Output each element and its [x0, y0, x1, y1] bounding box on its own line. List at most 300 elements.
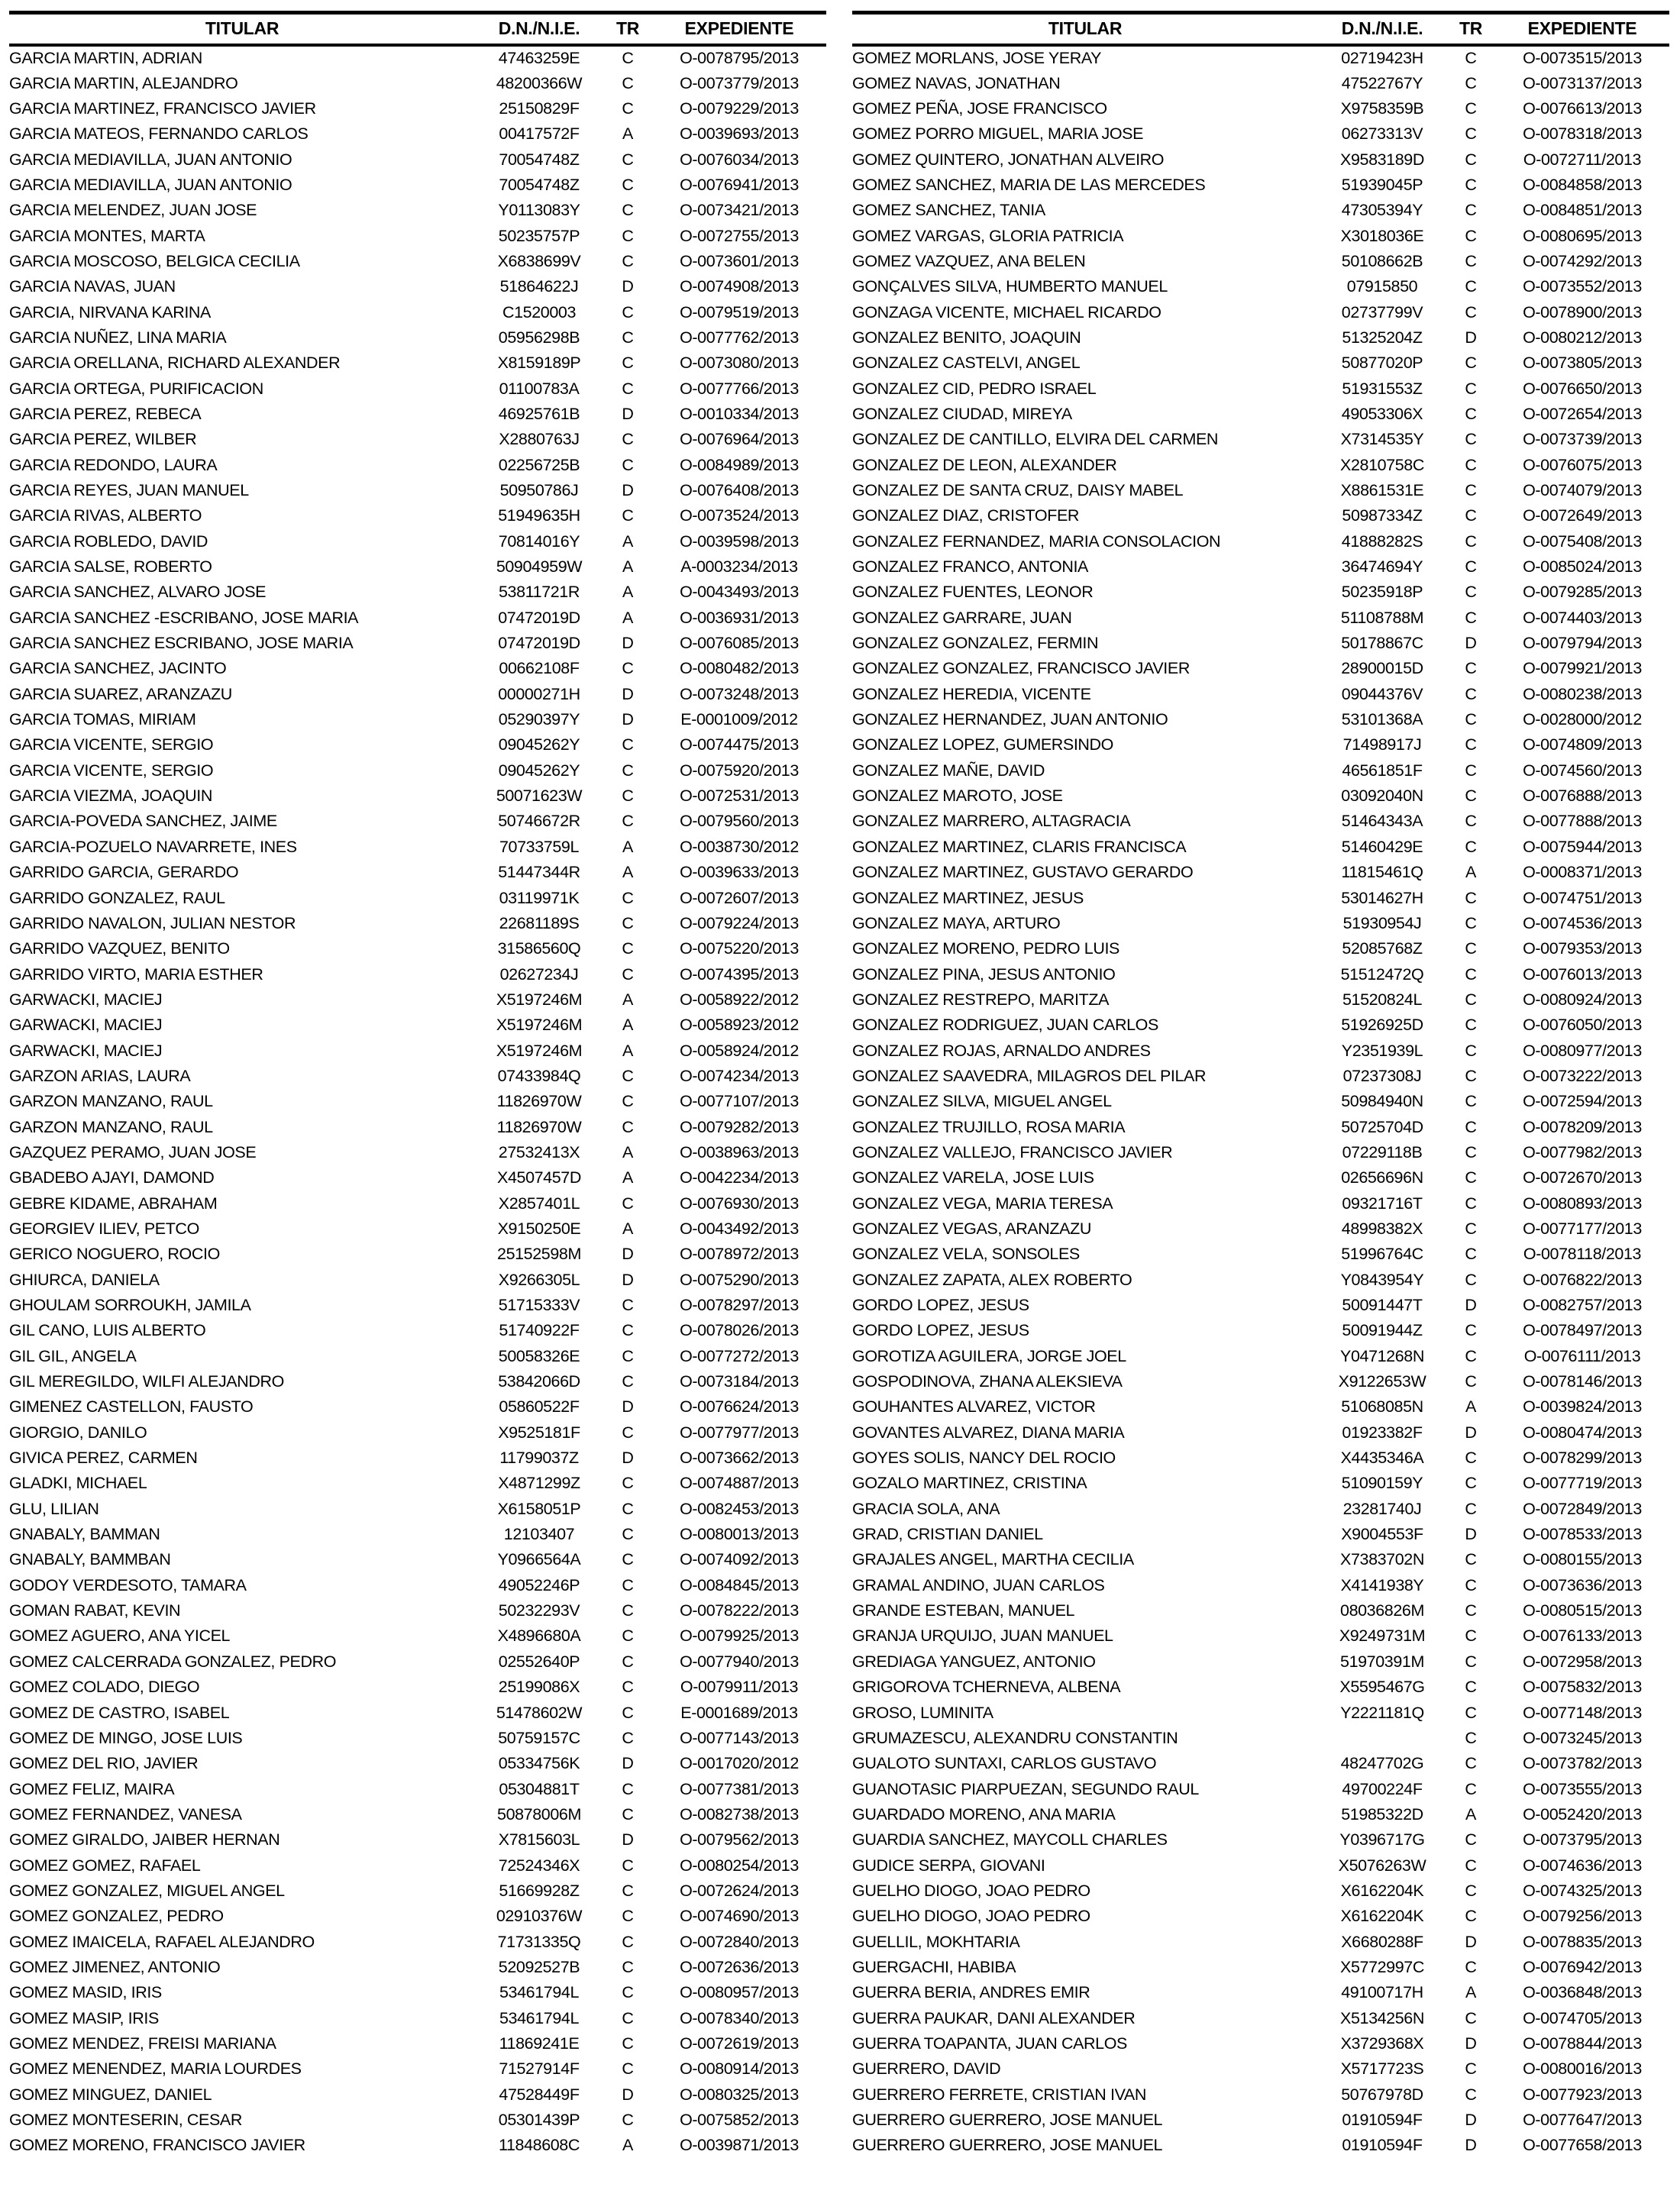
header-row — [852, 13, 1669, 46]
titular-cell: GOMAN RABAT, KEVIN — [9, 1601, 181, 1620]
tr-cell: C — [1465, 379, 1477, 398]
titular-cell: GONZALEZ HEREDIA, VICENTE — [852, 684, 1091, 703]
titular-cell: GOMEZ SANCHEZ, MARIA DE LAS MERCEDES — [852, 175, 1206, 194]
column-header-tr: TR — [1459, 18, 1483, 38]
titular-cell: GOMEZ MORENO, FRANCISCO JAVIER — [9, 2136, 305, 2155]
table-row — [852, 173, 1669, 198]
tr-cell: C — [1465, 1245, 1477, 1264]
expediente-cell: O-0076034/2013 — [680, 150, 799, 169]
left-table-body — [9, 45, 826, 2159]
expediente-cell: O-0076133/2013 — [1523, 1627, 1642, 1646]
tr-cell: C — [622, 787, 634, 806]
dni-cell: 51715333V — [498, 1296, 580, 1315]
dni-cell: 51068085N — [1341, 1397, 1423, 1417]
titular-cell: GUELLIL, MOKHTARIA — [852, 1932, 1020, 1951]
table-row — [9, 1980, 826, 2005]
expediente-cell: O-0072607/2013 — [680, 888, 799, 907]
tr-cell: C — [622, 1957, 634, 1976]
titular-cell: GOSPODINOVA, ZHANA ALEKSIEVA — [852, 1372, 1123, 1391]
dni-cell: 51949635H — [498, 506, 580, 525]
tr-cell: C — [1465, 49, 1477, 68]
table-row — [852, 1573, 1669, 1598]
expediente-cell: O-0076650/2013 — [1523, 379, 1642, 398]
table-row — [9, 1497, 826, 1522]
tr-cell: C — [1465, 430, 1477, 449]
dni-cell: X7815603L — [498, 1830, 580, 1849]
table-row — [9, 503, 826, 528]
expediente-cell: O-0073524/2013 — [680, 506, 799, 525]
expediente-cell: O-0080957/2013 — [680, 1983, 799, 2002]
titular-cell: GUARDADO MORENO, ANA MARIA — [852, 1804, 1116, 1824]
dni-cell: 50746672R — [498, 812, 580, 831]
table-row — [9, 223, 826, 248]
tr-cell: C — [1465, 684, 1477, 703]
titular-cell: GIORGIO, DANILO — [9, 1423, 147, 1442]
expediente-cell: O-0080013/2013 — [680, 1525, 799, 1544]
table-row — [852, 1471, 1669, 1496]
table-row — [9, 1751, 826, 1776]
dni-cell: 47463259E — [498, 49, 580, 68]
dni-cell: 51464343A — [1341, 812, 1423, 831]
table-row — [9, 147, 826, 172]
tr-cell: D — [622, 277, 634, 296]
expediente-cell: O-0077766/2013 — [680, 379, 799, 398]
expediente-cell: E-0001009/2012 — [680, 710, 798, 729]
tr-cell: C — [1465, 251, 1477, 270]
expediente-cell: O-0079519/2013 — [680, 302, 799, 321]
titular-cell: GOMEZ CALCERRADA GONZALEZ, PEDRO — [9, 1652, 337, 1671]
titular-cell: GOMEZ FELIZ, MAIRA — [9, 1779, 175, 1798]
tr-cell: C — [1465, 481, 1477, 500]
dni-cell: 00417572F — [499, 124, 580, 144]
titular-cell: GUARDIA SANCHEZ, MAYCOLL CHARLES — [852, 1830, 1168, 1849]
expediente-cell: O-0036931/2013 — [680, 608, 799, 627]
dni-cell: X3729368X — [1340, 2034, 1424, 2053]
dni-cell: 48998382X — [1341, 1219, 1423, 1238]
tr-cell: C — [1465, 1142, 1477, 1161]
expediente-cell: O-0084858/2013 — [1523, 175, 1642, 194]
tr-cell: C — [622, 939, 634, 958]
titular-cell: GRACIA SOLA, ANA — [852, 1499, 1000, 1518]
tr-cell: C — [622, 1117, 634, 1136]
expediente-cell: O-0074234/2013 — [680, 1066, 799, 1085]
titular-cell: GARCIA NUÑEZ, LINA MARIA — [9, 328, 227, 347]
expediente-cell: O-0043492/2013 — [680, 1219, 799, 1238]
titular-cell: GARZON ARIAS, LAURA — [9, 1066, 191, 1085]
tr-cell: C — [622, 1932, 634, 1951]
expediente-cell: O-0058924/2012 — [680, 1041, 799, 1060]
tr-cell: C — [1465, 2085, 1477, 2104]
titular-cell: GARRIDO VIRTO, MARIA ESTHER — [9, 964, 263, 984]
titular-cell: GONZALEZ MORENO, PEDRO LUIS — [852, 939, 1119, 958]
table-row — [852, 1268, 1669, 1293]
tr-cell: C — [622, 226, 634, 245]
column-header-tr: TR — [615, 18, 640, 38]
table-row — [852, 1598, 1669, 1623]
tr-cell: C — [1465, 277, 1477, 296]
expediente-cell: O-0082738/2013 — [680, 1804, 799, 1824]
tr-cell: C — [622, 1321, 634, 1340]
titular-cell: GARCIA ROBLEDO, DAVID — [9, 531, 208, 551]
tr-cell: C — [622, 1779, 634, 1798]
expediente-cell: O-0078795/2013 — [680, 49, 799, 68]
titular-cell: GOMEZ COLADO, DIEGO — [9, 1678, 200, 1697]
expediente-cell: O-0074395/2013 — [680, 964, 799, 984]
titular-cell: GRANDE ESTEBAN, MANUEL — [852, 1601, 1075, 1620]
expediente-cell: O-0042234/2013 — [680, 1168, 799, 1187]
titular-cell: GARCIA ORELLANA, RICHARD ALEXANDER — [9, 354, 341, 373]
expediente-cell: O-0076050/2013 — [1523, 1016, 1642, 1035]
dni-cell — [1318, 1726, 1446, 1751]
titular-cell: GLU, LILIAN — [9, 1499, 99, 1518]
dni-cell: 50071623W — [496, 787, 583, 806]
titular-cell: GOMEZ AGUERO, ANA YICEL — [9, 1627, 231, 1646]
tr-cell: C — [622, 1907, 634, 1926]
tr-cell: C — [622, 455, 634, 474]
dni-cell: 50058326E — [498, 1346, 580, 1365]
titular-cell: GOMEZ SANCHEZ, TANIA — [852, 201, 1045, 220]
tr-cell: C — [622, 2008, 634, 2027]
expediente-cell: O-0073184/2013 — [680, 1372, 799, 1391]
titular-cell: GARCIA VICENTE, SERGIO — [9, 761, 214, 780]
expediente-cell: O-0080238/2013 — [1523, 684, 1642, 703]
titular-cell: GONZALEZ LOPEZ, GUMERSINDO — [852, 735, 1114, 754]
expediente-cell: O-0074887/2013 — [680, 1474, 799, 1493]
table-row — [852, 1394, 1669, 1420]
dni-cell: 50178867C — [1341, 634, 1423, 653]
dni-cell: 05956298B — [498, 328, 580, 347]
expediente-cell: O-0039598/2013 — [680, 531, 799, 551]
titular-cell: GONZAGA VICENTE, MICHAEL RICARDO — [852, 302, 1161, 321]
tr-cell: C — [622, 659, 634, 678]
titular-cell: GEORGIEV ILIEV, PETCO — [9, 1219, 199, 1238]
tr-cell: C — [1465, 1219, 1477, 1238]
tr-cell: C — [1465, 124, 1477, 144]
titular-cell: GARCIA MARTIN, ALEJANDRO — [9, 73, 238, 92]
tr-cell: C — [1465, 939, 1477, 958]
tr-cell: C — [622, 99, 634, 118]
dni-cell: 07472019D — [498, 608, 580, 627]
dni-cell: 11848608C — [499, 2136, 580, 2155]
tr-cell: C — [1465, 583, 1477, 602]
table-row — [852, 402, 1669, 427]
titular-cell: GARCIA ORTEGA, PURIFICACION — [9, 379, 263, 398]
table-row — [852, 1700, 1669, 1725]
table-row — [852, 1776, 1669, 1801]
tr-cell: C — [1465, 812, 1477, 831]
expediente-cell: O-0008371/2013 — [1523, 863, 1642, 882]
titular-cell: GONÇALVES SILVA, HUMBERTO MANUEL — [852, 277, 1168, 296]
tr-cell: C — [1465, 761, 1477, 780]
dni-cell: Y2221181Q — [1340, 1703, 1424, 1722]
table-row — [9, 1216, 826, 1242]
dni-cell: Y0396717G — [1339, 1830, 1425, 1849]
tr-cell: C — [622, 1627, 634, 1646]
dni-cell: X9525181F — [498, 1423, 580, 1442]
dni-cell: 09044376V — [1341, 684, 1423, 703]
titular-cell: GRUMAZESCU, ALEXANDRU CONSTANTIN — [852, 1728, 1178, 1747]
tr-cell: D — [622, 684, 634, 703]
tr-cell: D — [1465, 328, 1477, 347]
titular-cell: GOMEZ MINGUEZ, DANIEL — [9, 2085, 212, 2104]
titular-cell: GARWACKI, MACIEJ — [9, 990, 163, 1009]
table-row — [9, 376, 826, 401]
table-row — [9, 1089, 826, 1114]
table-row — [9, 45, 826, 70]
expediente-cell: O-0080977/2013 — [1523, 1041, 1642, 1060]
table-row — [9, 529, 826, 554]
dni-cell: X3018036E — [1340, 226, 1424, 245]
dni-cell: 50108662B — [1341, 251, 1423, 270]
dni-cell: 71527914F — [499, 2059, 580, 2079]
expediente-cell: O-0078026/2013 — [680, 1321, 799, 1340]
dni-cell: Y0113083Y — [498, 201, 580, 220]
tr-cell: C — [1465, 1550, 1477, 1569]
titular-cell: GARCIA MEDIAVILLA, JUAN ANTONIO — [9, 150, 292, 169]
table-row — [9, 1726, 826, 1751]
titular-cell: GARCIA VIEZMA, JOAQUIN — [9, 787, 212, 806]
expediente-cell: O-0080155/2013 — [1523, 1550, 1642, 1569]
titular-cell: GOMEZ IMAICELA, RAFAEL ALEJANDRO — [9, 1932, 315, 1951]
expediente-cell: O-0077762/2013 — [680, 328, 799, 347]
titular-cell: GARCIA SANCHEZ ESCRIBANO, JOSE MARIA — [9, 634, 354, 653]
tr-cell: C — [622, 302, 634, 321]
dni-cell: 72524346X — [498, 1856, 580, 1875]
expediente-cell: O-0085024/2013 — [1523, 557, 1642, 577]
tr-cell: D — [1465, 634, 1477, 653]
expediente-cell: O-0074092/2013 — [680, 1550, 799, 1569]
titular-cell: GONZALEZ CIUDAD, MIREYA — [852, 404, 1072, 423]
titular-cell: GONZALEZ VEGA, MARIA TERESA — [852, 1194, 1113, 1213]
titular-cell: GONZALEZ VEGAS, ARANZAZU — [852, 1219, 1091, 1238]
tr-cell: D — [622, 710, 634, 729]
dni-cell: 50987334Z — [1342, 506, 1423, 525]
tr-cell: C — [1465, 1856, 1477, 1875]
expediente-cell: O-0075920/2013 — [680, 761, 799, 780]
column-header-dni: D.N./N.I.E. — [498, 18, 580, 38]
table-row — [9, 1955, 826, 1980]
dni-cell: 05301439P — [498, 2111, 580, 2130]
expediente-cell: O-0074690/2013 — [680, 1907, 799, 1926]
expediente-cell: O-0078146/2013 — [1523, 1372, 1642, 1391]
tr-cell: D — [622, 1830, 634, 1849]
table-row — [852, 1114, 1669, 1139]
titular-cell: GOMEZ PORRO MIGUEL, MARIA JOSE — [852, 124, 1144, 144]
expediente-cell: A-0003234/2013 — [680, 557, 798, 577]
dni-cell: 25199086X — [498, 1678, 580, 1697]
table-row — [9, 478, 826, 503]
expediente-cell: O-0075408/2013 — [1523, 531, 1642, 551]
column-header-titular: TITULAR — [205, 18, 279, 38]
table-row — [852, 1522, 1669, 1547]
titular-cell: GUERRERO FERRETE, CRISTIAN IVAN — [852, 2085, 1146, 2104]
tr-cell: C — [622, 328, 634, 347]
titular-cell: GONZALEZ VALLEJO, FRANCISCO JAVIER — [852, 1142, 1173, 1161]
tr-cell: C — [1465, 73, 1477, 92]
tr-cell: C — [1465, 150, 1477, 169]
dni-cell: 22681189S — [499, 913, 580, 932]
titular-cell: GOMEZ MENENDEZ, MARIA LOURDES — [9, 2059, 302, 2079]
dni-cell: 41888282S — [1341, 531, 1423, 551]
titular-cell: GONZALEZ BENITO, JOAQUIN — [852, 328, 1081, 347]
dni-cell: X9266305L — [498, 1270, 580, 1289]
expediente-cell: O-0073601/2013 — [680, 251, 799, 270]
expediente-cell: O-0076930/2013 — [680, 1194, 799, 1213]
dni-cell: X9004553F — [1341, 1525, 1423, 1544]
dni-cell: Y0843954Y — [1340, 1270, 1424, 1289]
dni-cell: 02719423H — [1341, 49, 1423, 68]
titular-cell: GOMEZ MASID, IRIS — [9, 1983, 162, 2002]
table-row — [9, 1268, 826, 1293]
dni-cell: 51970391M — [1340, 1652, 1424, 1671]
tr-cell: C — [1465, 913, 1477, 932]
dni-cell: 50235918P — [1341, 583, 1423, 602]
table-row — [852, 860, 1669, 885]
tr-cell: C — [622, 2059, 634, 2079]
expediente-cell: O-0075290/2013 — [680, 1270, 799, 1289]
tr-cell: C — [622, 49, 634, 68]
dni-cell: X9150250E — [497, 1219, 581, 1238]
tr-cell: C — [1465, 1474, 1477, 1493]
table-row — [852, 1497, 1669, 1522]
dni-cell: X4141938Y — [1340, 1575, 1424, 1594]
expediente-cell: O-0077107/2013 — [680, 1092, 799, 1111]
table-row — [852, 70, 1669, 95]
expediente-cell: O-0075220/2013 — [680, 939, 799, 958]
table-row — [852, 1038, 1669, 1063]
tr-cell: C — [1465, 1194, 1477, 1213]
table-row — [852, 1242, 1669, 1267]
dni-cell: 07472019D — [498, 634, 580, 653]
titular-cell: GUERRERO GUERRERO, JOSE MANUEL — [852, 2136, 1163, 2155]
expediente-cell: O-0078835/2013 — [1523, 1932, 1642, 1951]
expediente-cell: O-0079562/2013 — [680, 1830, 799, 1849]
titular-cell: GARCIA-POZUELO NAVARRETE, INES — [9, 837, 297, 856]
tr-cell: C — [622, 251, 634, 270]
tr-cell: C — [1465, 506, 1477, 525]
table-row — [852, 1853, 1669, 1878]
table-row — [852, 1904, 1669, 1929]
table-row — [9, 732, 826, 758]
tr-cell: C — [1465, 1881, 1477, 1900]
dni-cell: 47305394Y — [1341, 201, 1423, 220]
dni-cell: 09045262Y — [498, 761, 580, 780]
table-row — [852, 1929, 1669, 1954]
tr-cell: A — [622, 1142, 633, 1161]
titular-cell: GOMEZ DEL RIO, JAVIER — [9, 1754, 199, 1773]
table-row — [852, 147, 1669, 172]
expediente-cell: O-0072619/2013 — [680, 2034, 799, 2053]
right-table — [852, 11, 1669, 2159]
table-row — [852, 2108, 1669, 2133]
tr-cell: A — [622, 863, 633, 882]
titular-cell: GIL MEREGILDO, WILFI ALEJANDRO — [9, 1372, 284, 1391]
titular-cell: GONZALEZ MAÑE, DAVID — [852, 761, 1045, 780]
dni-cell: 27532413X — [498, 1142, 580, 1161]
dni-cell: 49700224F — [1342, 1779, 1423, 1798]
dni-cell: X6838699V — [497, 251, 581, 270]
tr-cell: D — [622, 1449, 634, 1468]
tr-cell: C — [1465, 1754, 1477, 1773]
tr-cell: A — [622, 1168, 633, 1187]
expediente-cell: O-0078844/2013 — [1523, 2034, 1642, 2053]
table-row — [9, 1675, 826, 1700]
table-row — [9, 1623, 826, 1649]
tr-cell: C — [622, 1499, 634, 1518]
titular-cell: GARCIA MONTES, MARTA — [9, 226, 205, 245]
titular-cell: GARCIA NAVAS, JUAN — [9, 277, 176, 296]
expediente-cell: O-0078222/2013 — [680, 1601, 799, 1620]
tr-cell: C — [1465, 1372, 1477, 1391]
tr-cell: C — [1465, 1627, 1477, 1646]
tr-cell: C — [1465, 201, 1477, 220]
expediente-cell: O-0080695/2013 — [1523, 226, 1642, 245]
table-row — [852, 1751, 1669, 1776]
tr-cell: C — [622, 1856, 634, 1875]
dni-cell: 47528449F — [499, 2085, 580, 2104]
dni-cell: 07915850 — [1346, 277, 1418, 296]
dni-cell: 28900015D — [1341, 659, 1423, 678]
tr-cell: C — [622, 1575, 634, 1594]
table-row — [9, 1929, 826, 1954]
titular-cell: GOMEZ MONTESERIN, CESAR — [9, 2111, 242, 2130]
dni-cell: 00662108F — [499, 659, 580, 678]
table-row — [9, 2005, 826, 2030]
table-row — [9, 249, 826, 274]
dni-cell: 11826970W — [496, 1092, 582, 1111]
table-row — [9, 1471, 826, 1496]
expediente-cell: O-0074809/2013 — [1523, 735, 1642, 754]
dni-cell: 07237308J — [1342, 1066, 1422, 1085]
dni-cell: 00000271H — [498, 684, 580, 703]
tr-cell: C — [1465, 1041, 1477, 1060]
dni-cell: 51939045P — [1341, 175, 1423, 194]
tr-cell: A — [622, 531, 633, 551]
tr-cell: C — [1465, 1830, 1477, 1849]
expediente-cell: O-0074079/2013 — [1523, 481, 1642, 500]
dni-cell: X5076263W — [1338, 1856, 1426, 1875]
tr-cell: C — [622, 1678, 634, 1697]
dni-cell: X6162204K — [1340, 1907, 1424, 1926]
table-row — [852, 1013, 1669, 1038]
table-row — [9, 1878, 826, 1904]
table-row — [9, 1140, 826, 1165]
expediente-cell: O-0076613/2013 — [1523, 99, 1642, 118]
expediente-cell: O-0073421/2013 — [680, 201, 799, 220]
dni-cell: 70054748Z — [499, 150, 580, 169]
titular-cell: GARCIA RIVAS, ALBERTO — [9, 506, 202, 525]
dni-cell: 51985322D — [1341, 1804, 1423, 1824]
table-row — [9, 682, 826, 707]
titular-cell: GONZALEZ RODRIGUEZ, JUAN CARLOS — [852, 1016, 1158, 1035]
titular-cell: GONZALEZ ZAPATA, ALEX ROBERTO — [852, 1270, 1132, 1289]
tr-cell: C — [1465, 99, 1477, 118]
expediente-cell: O-0038730/2012 — [680, 837, 799, 856]
dni-cell: 50091944Z — [1342, 1321, 1423, 1340]
dni-cell: 48200366W — [496, 73, 583, 92]
titular-cell: GOMEZ GONZALEZ, PEDRO — [9, 1907, 224, 1926]
table-row — [9, 70, 826, 95]
titular-cell: GREDIAGA YANGUEZ, ANTONIO — [852, 1652, 1096, 1671]
expediente-cell: O-0074325/2013 — [1523, 1881, 1642, 1900]
table-row — [9, 402, 826, 427]
table-row — [9, 1064, 826, 1089]
titular-cell: GONZALEZ MAYA, ARTURO — [852, 913, 1061, 932]
dni-cell: 11815461Q — [1341, 863, 1423, 882]
expediente-cell: O-0079224/2013 — [680, 913, 799, 932]
dni-cell: X5197246M — [496, 1016, 583, 1035]
table-row — [852, 656, 1669, 681]
